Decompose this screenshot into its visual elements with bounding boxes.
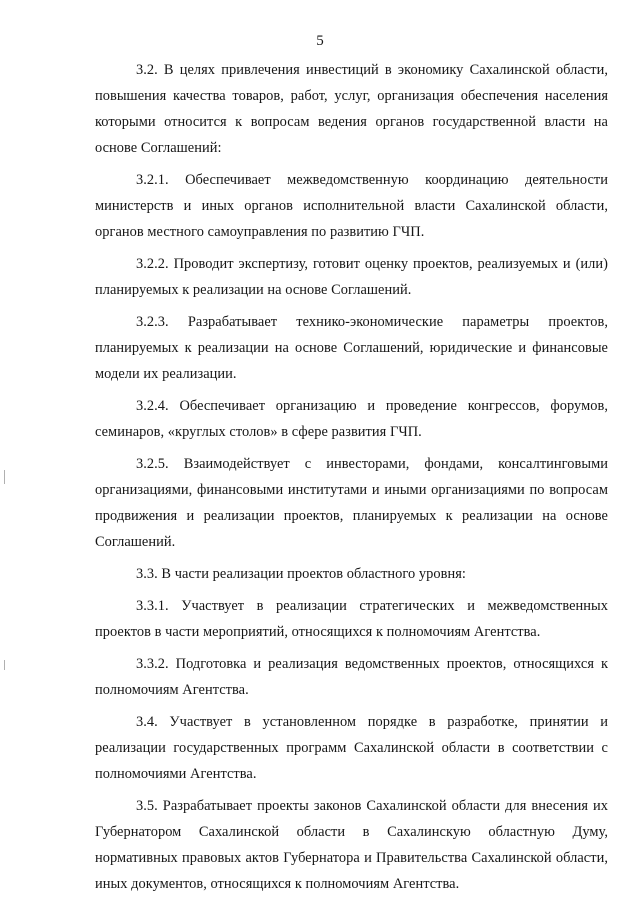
paragraph-3-2-5: 3.2.5. Взаимодействует с инвесторами, фондами, консалтинговыми организациями, финансовыми институтами и иными организациями по вопросам продвижения и реализации проектов, планируемых к реализации на основе Соглашений. <box>95 456 608 550</box>
paragraph-3-5: 3.5. Разрабатывает проекты законов Сахалинской области для внесения их Губернатором Сахалинской области в Сахалинскую областную Думу, нормативных правовых актов Губернатора и Правительства Сахалинской области, иных документов, относящихся к полномочиям Агентства. <box>95 798 608 892</box>
paragraph-3-4: 3.4. Участвует в установленном порядке в разработке, принятии и реализации государственных программ Сахалинской области в соответствии с полномочиями Агентства. <box>95 714 608 782</box>
paragraph-3-3: 3.3. В части реализации проектов областного уровня: <box>136 566 466 582</box>
paragraph-3-2: 3.2. В целях привлечения инвестиций в экономику Сахалинской области, повышения качества товаров, работ, услуг, организация обеспечения населения которыми относится к вопросам ведения органов государственной власти на основе Соглашений: <box>95 62 608 156</box>
paragraph-3-2-4: 3.2.4. Обеспечивает организацию и проведение конгрессов, форумов, семинаров, «круглых столов» в сфере развития ГЧП. <box>95 398 608 440</box>
paragraph-3-2-3: 3.2.3. Разрабатывает технико-экономические параметры проектов, планируемых к реализации на основе Соглашений, юридические и финансовые модели их реализации. <box>95 314 608 382</box>
scan-edge-mark <box>4 660 5 670</box>
paragraph-3-3-2: 3.3.2. Подготовка и реализация ведомственных проектов, относящихся к полномочиям Агентства. <box>95 656 608 698</box>
paragraph-3-3-1: 3.3.1. Участвует в реализации стратегических и межведомственных проектов в части мероприятий, относящихся к полномочиям Агентства. <box>95 598 608 640</box>
page-number: 5 <box>316 33 324 49</box>
paragraph-3-2-2: 3.2.2. Проводит экспертизу, готовит оценку проектов, реализуемых и (или) планируемых к реализации на основе Соглашений. <box>95 256 608 298</box>
document-body <box>95 57 608 901</box>
paragraph-3-2-1: 3.2.1. Обеспечивает межведомственную координацию деятельности министерств и иных органов исполнительной власти Сахалинской области, органов местного самоуправления по развитию ГЧП. <box>95 172 608 240</box>
scan-edge-mark <box>4 470 5 484</box>
